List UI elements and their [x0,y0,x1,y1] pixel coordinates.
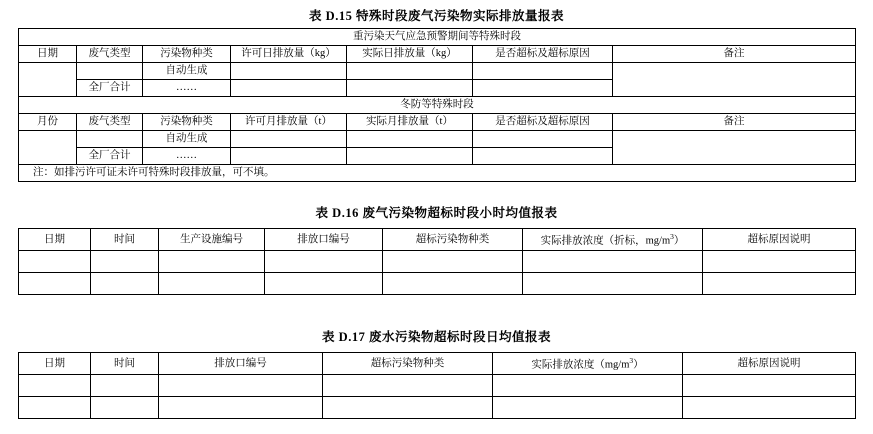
cell-gas-type [77,63,143,80]
column-header: 备注 [613,114,856,131]
column-header: 时间 [91,229,159,251]
table-d16 [18,228,856,295]
column-header: 许可月排放量（t） [231,114,347,131]
column-header: 日期 [19,353,91,375]
cell-gas-type [77,131,143,148]
cell-outlet-id [265,251,383,273]
cell-date [19,273,91,295]
cell-reason [703,251,856,273]
table-header-row [19,353,856,375]
column-header: 污染物种类 [143,114,231,131]
cell-reason [683,397,856,419]
cell-pollutant: 自动生成 [143,63,231,80]
table-d17-container [18,352,855,419]
cell-permitted [231,80,347,97]
cell-actual [347,63,473,80]
column-header: 废气类型 [77,114,143,131]
cell-actual [347,80,473,97]
column-header: 是否超标及超标原因 [473,114,613,131]
cell-outlet-id [265,273,383,295]
cell-pollutant [323,397,493,419]
table-row [19,251,856,273]
cell-reason [683,375,856,397]
table-row [19,375,856,397]
cell-date [19,251,91,273]
table-row [19,29,856,46]
column-header: 是否超标及超标原因 [473,46,613,63]
cell-facility-id [159,251,265,273]
cell-date [19,397,91,419]
cell-actual [347,131,473,148]
cell-pollutant: …… [143,80,231,97]
cell-permitted [231,148,347,165]
cell-exceed [473,131,613,148]
column-header: 排放口编号 [265,229,383,251]
cell-concentration [493,397,683,419]
table-row [19,165,856,182]
column-header: 备注 [613,46,856,63]
column-header: 超标原因说明 [683,353,856,375]
column-header-concentration: 实际排放浓度$(mg/m^3)$ [493,353,683,375]
table-d15 [18,28,856,182]
table-title-d17: 表 D.17 废水污染物超标时段日均值报表 [322,330,551,344]
cell-gas-type: 全厂合计 [77,80,143,97]
column-header: 超标污染物种类 [323,353,493,375]
column-header: 许可日排放量（kg） [231,46,347,63]
cell-outlet-id [159,375,323,397]
cell-time [91,397,159,419]
column-header: 时间 [91,353,159,375]
cell-pollutant [383,273,523,295]
cell-exceed [473,148,613,165]
cell-permitted [231,131,347,148]
cell-time [91,375,159,397]
table-d17 [18,352,856,419]
cell-outlet-id [159,397,323,419]
table-d16-container [18,228,855,295]
cell-pollutant [383,251,523,273]
table-header-row [19,229,856,251]
table-row [19,131,856,148]
table-note: 注：如排污许可证未许可特殊时段排放量，可不填。 [19,165,856,182]
table-title-d16: 表 D.16 废气污染物超标时段小时均值报表 [315,206,558,220]
column-header: 日期 [19,46,77,63]
table-header-row [19,114,856,131]
cell-exceed [473,63,613,80]
cell-month [19,131,77,165]
cell-remark [613,131,856,165]
cell-gas-type: 全厂合计 [77,148,143,165]
section-band-1: 重污染天气应急预警期间等特殊时段 [19,29,856,46]
column-header: 月份 [19,114,77,131]
table-row [19,397,856,419]
cell-pollutant [323,375,493,397]
cell-concentration [523,273,703,295]
column-header: 实际月排放量（t） [347,114,473,131]
column-header: 实际日排放量（kg） [347,46,473,63]
cell-concentration [493,375,683,397]
table-d15-container [18,28,855,182]
cell-concentration [523,251,703,273]
column-header-concentration: 实际排放浓度（折标，$mg/m^3$） [523,229,703,251]
section-band-2: 冬防等特殊时段 [19,97,856,114]
column-header: 废气类型 [77,46,143,63]
cell-pollutant: 自动生成 [143,131,231,148]
column-header: 日期 [19,229,91,251]
table-title-d15: 表 D.15 特殊时段废气污染物实际排放量报表 [309,9,564,23]
cell-actual [347,148,473,165]
column-header: 超标原因说明 [703,229,856,251]
cell-date [19,63,77,97]
table-row [19,97,856,114]
column-header: 生产设施编号 [159,229,265,251]
cell-exceed [473,80,613,97]
column-header: 排放口编号 [159,353,323,375]
cell-time [91,273,159,295]
table-row [19,273,856,295]
table-header-row [19,46,856,63]
cell-pollutant: …… [143,148,231,165]
cell-facility-id [159,273,265,295]
cell-permitted [231,63,347,80]
cell-reason [703,273,856,295]
cell-time [91,251,159,273]
table-row [19,63,856,80]
cell-date [19,375,91,397]
cell-remark [613,63,856,97]
column-header: 污染物种类 [143,46,231,63]
column-header: 超标污染物种类 [383,229,523,251]
